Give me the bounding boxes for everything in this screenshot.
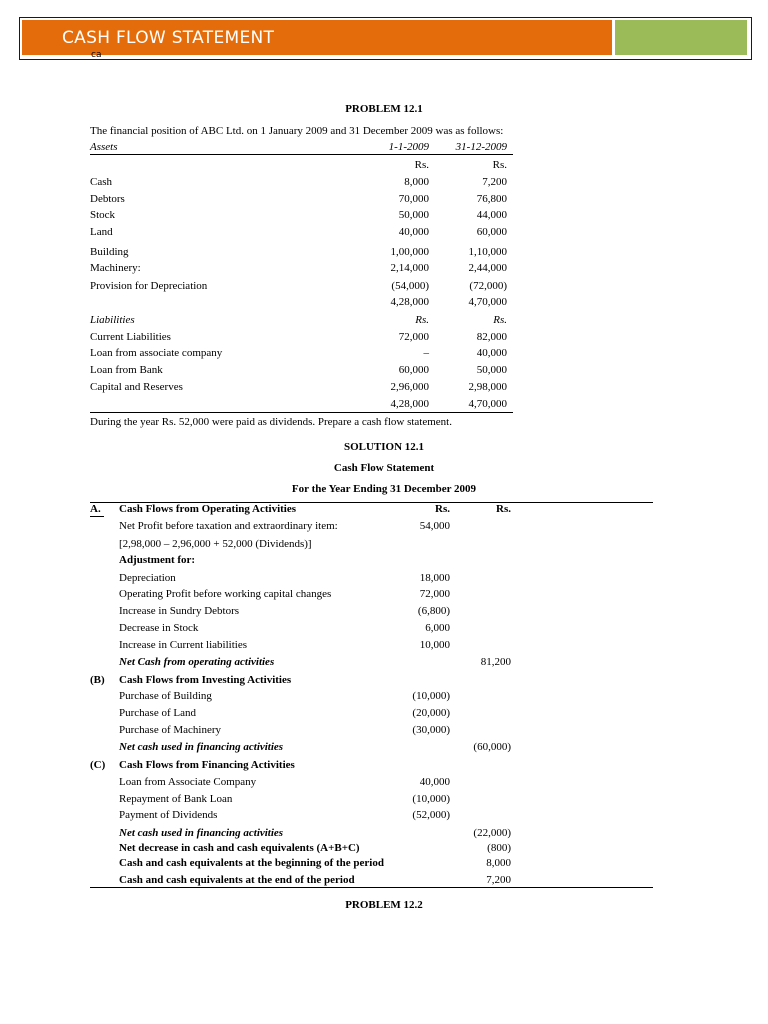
- header-title: CASH FLOW STATEMENT: [62, 28, 275, 48]
- operating-item-value: (6,800): [417, 605, 450, 617]
- assets-total-2: 4,70,000: [468, 296, 507, 308]
- liability-label: Capital and Reserves: [90, 381, 183, 393]
- asset-value-2: 44,000: [476, 209, 507, 221]
- solution-title: SOLUTION 12.1: [343, 441, 425, 453]
- section-c-heading: Cash Flows from Financing Activities: [119, 759, 295, 771]
- asset-value-2: (72,000): [469, 280, 507, 292]
- section-a-heading: Cash Flows from Operating Activities: [119, 503, 297, 515]
- asset-value-1: 1,00,000: [390, 246, 429, 258]
- next-problem-title: PROBLEM 12.2: [345, 899, 423, 911]
- operating-item-label: Increase in Sundry Debtors: [119, 605, 240, 617]
- operating-item-value: 10,000: [419, 639, 450, 651]
- financing-net-label: Net cash used in financing activities: [119, 827, 284, 839]
- summary-value: 7,200: [486, 874, 511, 886]
- liabilities-heading: Liabilities: [90, 314, 135, 326]
- assets-total-1: 4,28,000: [390, 296, 429, 308]
- summary-label: Net decrease in cash and cash equivalents (A+B+C): [119, 842, 360, 854]
- problem-table-bottom-rule: [90, 412, 513, 413]
- asset-label: Cash: [90, 176, 112, 188]
- investing-item-label: Purchase of Building: [119, 690, 212, 702]
- solution-col-1: Rs.: [435, 503, 450, 515]
- asset-value-1: 2,14,000: [390, 262, 429, 274]
- problem-intro: The financial position of ABC Ltd. on 1 January 2009 and 31 December 2009 was as follows:: [90, 125, 504, 137]
- section-c-marker: (C): [90, 759, 106, 771]
- asset-value-1: 40,000: [398, 226, 429, 238]
- asset-value-2: 60,000: [476, 226, 507, 238]
- net-profit-value: 54,000: [419, 520, 450, 532]
- liability-label: Loan from associate company: [90, 347, 223, 359]
- asset-value-2: 7,200: [482, 176, 507, 188]
- investing-item-value: (30,000): [412, 724, 450, 736]
- operating-item-label: Increase in Current liabilities: [119, 639, 247, 651]
- adjustment-heading: Adjustment for:: [119, 554, 196, 566]
- operating-item-value: 18,000: [419, 572, 450, 584]
- investing-item-label: Purchase of Land: [119, 707, 196, 719]
- liability-value-2: 50,000: [476, 364, 507, 376]
- asset-label: Building: [90, 246, 129, 258]
- asset-label: Stock: [90, 209, 116, 221]
- solution-col-2: Rs.: [496, 503, 511, 515]
- summary-label: Cash and cash equivalents at the end of the period: [119, 874, 355, 886]
- operating-item-label: Depreciation: [119, 572, 176, 584]
- liability-value-1: 60,000: [398, 364, 429, 376]
- assets-heading: Assets: [90, 141, 118, 153]
- financing-item-label: Repayment of Bank Loan: [119, 793, 233, 805]
- section-a-marker-underline: [90, 516, 104, 517]
- asset-value-1: 8,000: [404, 176, 429, 188]
- financing-item-value: (52,000): [412, 809, 450, 821]
- unit-label-2: Rs.: [492, 159, 507, 171]
- section-b-heading: Cash Flows from Investing Activities: [119, 674, 292, 686]
- liab-total-2: 4,70,000: [468, 398, 507, 410]
- header-subtext: ca: [91, 50, 102, 60]
- liability-label: Loan from Bank: [90, 364, 163, 376]
- section-b-marker: (B): [90, 674, 105, 686]
- liability-value-1: 72,000: [398, 331, 429, 343]
- liability-label: Current Liabilities: [90, 331, 171, 343]
- asset-value-1: 50,000: [398, 209, 429, 221]
- financing-item-label: Payment of Dividends: [119, 809, 218, 821]
- liability-value-2: 82,000: [476, 331, 507, 343]
- operating-item-label: Operating Profit before working capital changes: [119, 588, 332, 600]
- investing-item-label: Purchase of Machinery: [119, 724, 222, 736]
- net-profit-calc: [2,98,000 – 2,96,000 + 52,000 (Dividends)]: [119, 538, 312, 550]
- liab-total-1: 4,28,000: [390, 398, 429, 410]
- financing-net-value: (22,000): [473, 827, 511, 839]
- solution-subtitle: Cash Flow Statement: [333, 462, 435, 474]
- asset-value-1: (54,000): [391, 280, 429, 292]
- operating-item-value: 6,000: [425, 622, 450, 634]
- asset-value-2: 76,800: [476, 193, 507, 205]
- investing-item-value: (10,000): [412, 690, 450, 702]
- asset-value-2: 2,44,000: [468, 262, 507, 274]
- financing-item-label: Loan from Associate Company: [119, 776, 257, 788]
- asset-label: Machinery:: [90, 262, 141, 274]
- net-profit-label: Net Profit before taxation and extraordinary item:: [119, 520, 338, 532]
- liab-unit-2: Rs.: [493, 314, 507, 326]
- liability-value-2: 40,000: [476, 347, 507, 359]
- liability-value-1: –: [423, 347, 429, 359]
- investing-net-value: (60,000): [473, 741, 511, 753]
- col-date-2: 31-12-2009: [455, 141, 507, 153]
- investing-item-value: (20,000): [412, 707, 450, 719]
- liability-value-1: 2,96,000: [390, 381, 429, 393]
- asset-label: Land: [90, 226, 113, 238]
- liability-value-2: 2,98,000: [468, 381, 507, 393]
- operating-item-value: 72,000: [419, 588, 450, 600]
- asset-label: Provision for Depreciation: [90, 280, 208, 292]
- summary-label: Cash and cash equivalents at the beginning of the period: [119, 857, 384, 869]
- asset-label: Debtors: [90, 193, 125, 205]
- asset-value-1: 70,000: [398, 193, 429, 205]
- section-a-marker: A.: [90, 503, 101, 515]
- financing-item-value: (10,000): [412, 793, 450, 805]
- page-header: [19, 17, 752, 60]
- operating-net-label: Net Cash from operating activities: [119, 656, 275, 668]
- problem-note: During the year Rs. 52,000 were paid as dividends. Prepare a cash flow statement.: [90, 416, 452, 428]
- operating-net-value: 81,200: [480, 656, 511, 668]
- unit-label-1: Rs.: [414, 159, 429, 171]
- problem-title: PROBLEM 12.1: [345, 103, 423, 115]
- solution-period: For the Year Ending 31 December 2009: [291, 483, 477, 495]
- summary-value: (800): [487, 842, 511, 854]
- operating-item-label: Decrease in Stock: [119, 622, 199, 634]
- col-date-1: 1-1-2009: [388, 141, 429, 153]
- assets-header-rule: [90, 154, 513, 155]
- investing-net-label: Net cash used in financing activities: [119, 741, 284, 753]
- financing-item-value: 40,000: [419, 776, 450, 788]
- header-green-block: [615, 20, 747, 55]
- solution-bottom-rule: [90, 887, 653, 888]
- liab-unit-1: Rs.: [415, 314, 429, 326]
- asset-value-2: 1,10,000: [468, 246, 507, 258]
- summary-value: 8,000: [486, 857, 511, 869]
